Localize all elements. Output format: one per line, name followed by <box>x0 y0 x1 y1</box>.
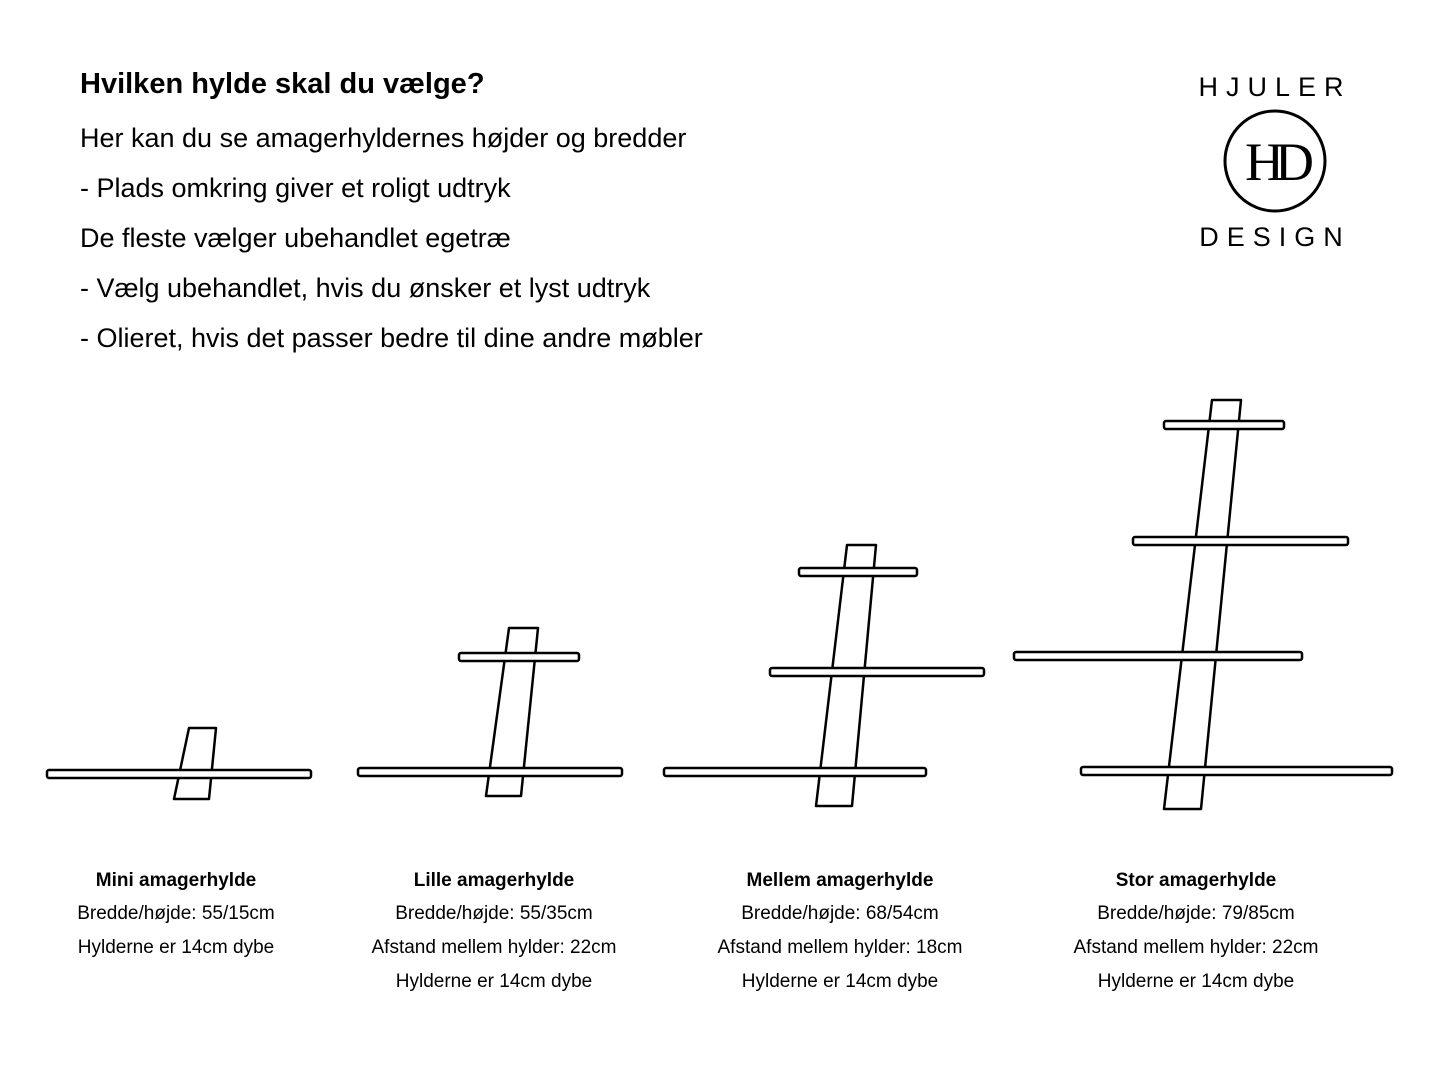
shelf-leaning-board <box>1164 400 1241 809</box>
caption-mellem <box>675 866 1005 1001</box>
shelf-board <box>47 770 311 778</box>
shelf-leaning-board <box>174 728 216 799</box>
intro-line: Her kan du se amagerhyldernes højder og bredder <box>80 123 687 153</box>
intro-line: - Plads omkring giver et roligt udtryk <box>80 173 511 203</box>
shelf-mini <box>47 728 311 799</box>
brand-monogram-icon <box>1222 108 1328 214</box>
shelf-board <box>664 768 926 776</box>
intro-line: De fleste vælger ubehandlet egetræ <box>80 223 511 253</box>
caption-lille <box>329 866 659 1001</box>
shelf-lille <box>358 628 622 796</box>
caption-title: Mellem amagerhylde <box>746 870 934 891</box>
intro-list <box>80 120 703 370</box>
brand-monogram: HD <box>1245 132 1305 192</box>
caption-line: Afstand mellem hylder: 18cm <box>717 937 963 958</box>
brand-name-top: HJULER <box>1198 72 1352 102</box>
caption-line: Bredde/højde: 55/35cm <box>395 903 593 924</box>
shelf-board <box>799 568 917 576</box>
shelf-mellem <box>664 545 984 806</box>
intro-line: - Vælg ubehandlet, hvis du ønsker et lyst udtryk <box>80 273 651 303</box>
shelf-board <box>1014 652 1302 660</box>
caption-line: Bredde/højde: 55/15cm <box>77 903 275 924</box>
shelf-stor <box>1014 400 1392 809</box>
caption-title: Lille amagerhylde <box>413 870 575 891</box>
shelf-board <box>1133 537 1348 545</box>
caption-line: Hylderne er 14cm dybe <box>741 971 939 992</box>
shelf-board <box>459 653 579 661</box>
shelf-board <box>1164 421 1284 429</box>
caption-stor <box>1031 866 1361 1001</box>
caption-line: Afstand mellem hylder: 22cm <box>371 937 617 958</box>
caption-line: Hylderne er 14cm dybe <box>1097 971 1295 992</box>
caption-line: Afstand mellem hylder: 22cm <box>1073 937 1319 958</box>
shelf-board <box>770 668 984 676</box>
caption-title: Stor amagerhylde <box>1115 870 1277 891</box>
intro-line: - Olieret, hvis det passer bedre til dine andre møbler <box>80 323 703 353</box>
caption-title: Mini amagerhylde <box>95 870 257 891</box>
shelf-illustrations <box>0 385 1445 825</box>
caption-line: Bredde/højde: 68/54cm <box>741 903 939 924</box>
caption-line: Hylderne er 14cm dybe <box>395 971 593 992</box>
caption-mini <box>11 866 341 967</box>
brand-name-bottom: DESIGN <box>1199 222 1351 252</box>
caption-line: Hylderne er 14cm dybe <box>77 937 275 958</box>
brand-logo <box>1180 68 1370 258</box>
page-title: Hvilken hylde skal du vælge? <box>80 68 485 100</box>
caption-line: Bredde/højde: 79/85cm <box>1097 903 1295 924</box>
shelf-board <box>358 768 622 776</box>
shelf-board <box>1081 767 1392 775</box>
